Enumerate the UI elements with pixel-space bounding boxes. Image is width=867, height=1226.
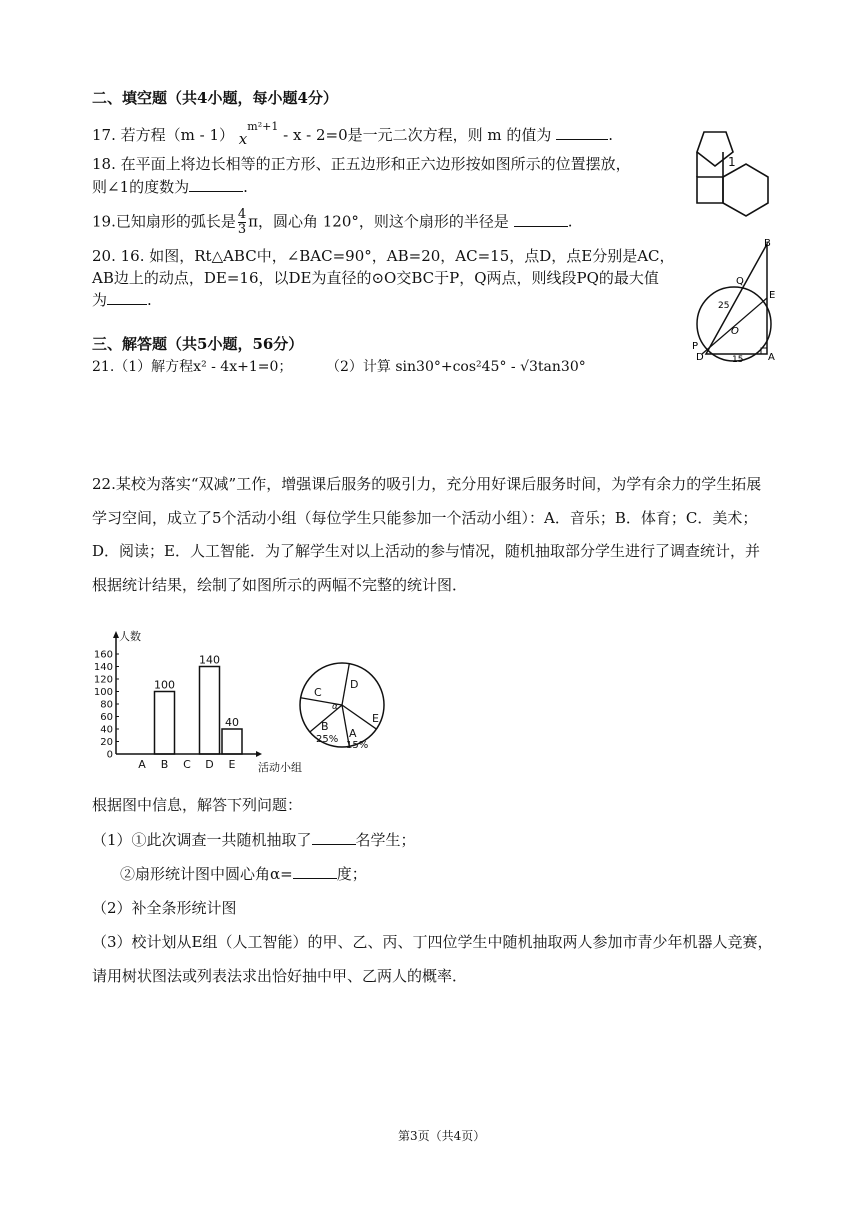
question-22-line4: 根据统计结果，绘制了如图所示的两幅不完整的统计图． <box>92 576 468 594</box>
question-20-line2: AB边上的动点，DE=16，以DE为直径的⊙O交BC于P，Q两点，则线段PQ的最大值 <box>92 269 659 287</box>
bar-value-label: 100 <box>154 678 175 692</box>
q22-sub1a <box>92 830 416 850</box>
polygons-figure <box>678 122 778 242</box>
label-25: 25 <box>718 301 730 311</box>
q17-exponent: m²+1 <box>247 120 279 133</box>
bar-chart <box>86 626 316 782</box>
q18-answer-blank[interactable] <box>189 177 243 192</box>
q22-sub2: （2）补全条形统计图 <box>92 899 237 917</box>
y-tick-label: 160 <box>93 649 113 661</box>
x-tick-label: E <box>228 758 236 771</box>
x-tick-label: C <box>183 758 191 771</box>
q22-sub1a-blank[interactable] <box>312 830 356 845</box>
pie-label-b: B <box>321 720 329 733</box>
label-b: B <box>764 238 771 249</box>
section3-heading: 三、解答题（共5小题，56分） <box>92 335 304 353</box>
question-22-line2: 学习空间，成立了5个活动小组（每位学生只能参加一个活动小组）：A．音乐；B．体育；C．美术； <box>92 509 758 527</box>
q19-answer-blank[interactable] <box>514 212 568 227</box>
circle-triangle-figure <box>688 236 788 366</box>
question-19 <box>92 208 572 237</box>
pie-percent-b: 25% <box>316 734 339 745</box>
y-tick-label: 80 <box>100 699 113 711</box>
y-axis-label: 人数 <box>119 630 141 643</box>
bar-value-label: 140 <box>199 653 220 667</box>
angle-1-label: 1 <box>728 155 736 169</box>
q19-fraction <box>238 208 246 237</box>
pie-label-c: C <box>314 686 322 699</box>
question-20-line1: 20. 16. 如图，Rt△ABC中，∠BAC=90°，AB=20，AC=15，点D，点E分别是AC， <box>92 247 675 265</box>
circle-o <box>697 287 771 361</box>
label-d: D <box>696 352 704 363</box>
x-axis-label: 活动小组 <box>258 761 302 774</box>
y-tick-label: 40 <box>100 724 113 736</box>
x-tick-label: A <box>138 758 146 771</box>
q17-number: 17. <box>92 126 116 144</box>
q22-sub1a-text: （1）①此次调查一共随机抽取了 <box>92 831 312 849</box>
y-tick-label: 0 <box>106 749 113 761</box>
q19-frac-den: 3 <box>237 222 247 237</box>
x-tick-label: D <box>205 758 214 771</box>
question-20-line3 <box>92 290 152 310</box>
q22-prompt: 根据图中信息，解答下列问题： <box>92 796 303 814</box>
label-15: 15 <box>732 355 744 365</box>
q22-sub1b <box>120 864 367 884</box>
x-axis-arrow <box>256 751 262 757</box>
pie-label-e: E <box>372 712 379 725</box>
pie-label-a: A <box>349 727 357 740</box>
q17-power <box>238 120 283 148</box>
label-o: O <box>731 326 739 337</box>
q22-sub1b-text: ②扇形统计图中圆心角α= <box>120 865 293 883</box>
q18-text: 则∠1的度数为 <box>92 178 190 196</box>
bar <box>200 667 220 755</box>
bar <box>222 729 242 754</box>
question-17 <box>92 120 613 148</box>
page-footer: 第3页（共4页） <box>398 1129 486 1143</box>
y-tick-label: 120 <box>93 674 113 686</box>
y-tick-label: 140 <box>93 662 113 673</box>
pie-percent-a: 15% <box>346 740 369 751</box>
pie-angle-alpha: α <box>332 702 338 712</box>
triangle-abc <box>706 244 767 354</box>
label-p: P <box>692 341 699 352</box>
q18-end: . <box>243 178 248 196</box>
q17-answer-blank[interactable] <box>556 125 608 140</box>
q19-text-after: ，圆心角 120°，则这个扇形的半径是 <box>258 212 509 231</box>
pie-label-d: D <box>350 678 359 691</box>
y-tick-label: 20 <box>100 737 113 748</box>
q17-base: x <box>238 130 248 148</box>
q17-text-after: - x - 2=0是一元二次方程，则 m 的值为 <box>283 126 552 144</box>
q22-sub1b-after: 度； <box>336 865 367 883</box>
pie-slice-boundary <box>342 664 349 705</box>
q19-frac-num: 4 <box>237 207 247 222</box>
y-tick-label: 100 <box>93 687 113 698</box>
q22-sub1a-after: 名学生； <box>355 831 416 849</box>
q17-end: . <box>608 126 613 144</box>
question-21-part2: （2）计算 sin30°+cos²45° - √3tan30° <box>326 359 586 375</box>
q19-end: . <box>567 212 573 231</box>
y-tick-label: 60 <box>100 712 113 723</box>
q19-pi: π <box>248 212 258 231</box>
q17-text-before: 若方程（m - 1） <box>120 126 235 144</box>
question-22-line1: 22.某校为落实“双减”工作，增强课后服务的吸引力，充分用好课后服务时间，为学有余力的学生拓展 <box>92 475 762 493</box>
question-22-line3: D．阅读；E．人工智能．为了解学生对以上活动的参与情况，随机抽取部分学生进行了调查统计，并 <box>92 542 760 560</box>
q22-sub3-line1: （3）校计划从E组（人工智能）的甲、乙、丙、丁四位学生中随机抽取两人参加市青少年机器人竞赛， <box>92 933 773 951</box>
q20-answer-blank[interactable] <box>107 290 147 305</box>
label-q: Q <box>736 276 744 287</box>
label-a: A <box>768 352 775 363</box>
label-e: E <box>769 290 776 301</box>
question-21-part1: 21.（1）解方程x² - 4x+1=0； <box>92 359 293 375</box>
square-shape <box>697 177 723 203</box>
pie-chart <box>296 660 392 766</box>
q20-end: . <box>147 291 152 309</box>
hexagon-shape <box>723 164 768 216</box>
q20-text: 为 <box>92 291 108 309</box>
section2-heading: 二、填空题（共4小题，每小题4分） <box>92 89 338 107</box>
q22-sub3-line2: 请用树状图法或列表法求出恰好抽中甲、乙两人的概率． <box>92 967 468 985</box>
bar-value-label: 40 <box>225 716 239 729</box>
question-18-line2 <box>92 177 248 197</box>
question-18-line1: 18. 在平面上将边长相等的正方形、正五边形和正六边形按如图所示的位置摆放， <box>92 155 631 173</box>
q22-sub1b-blank[interactable] <box>293 864 337 879</box>
bar <box>155 692 175 755</box>
x-tick-label: B <box>160 758 169 771</box>
q19-text-before: 19.已知扇形的弧长是 <box>92 212 236 231</box>
